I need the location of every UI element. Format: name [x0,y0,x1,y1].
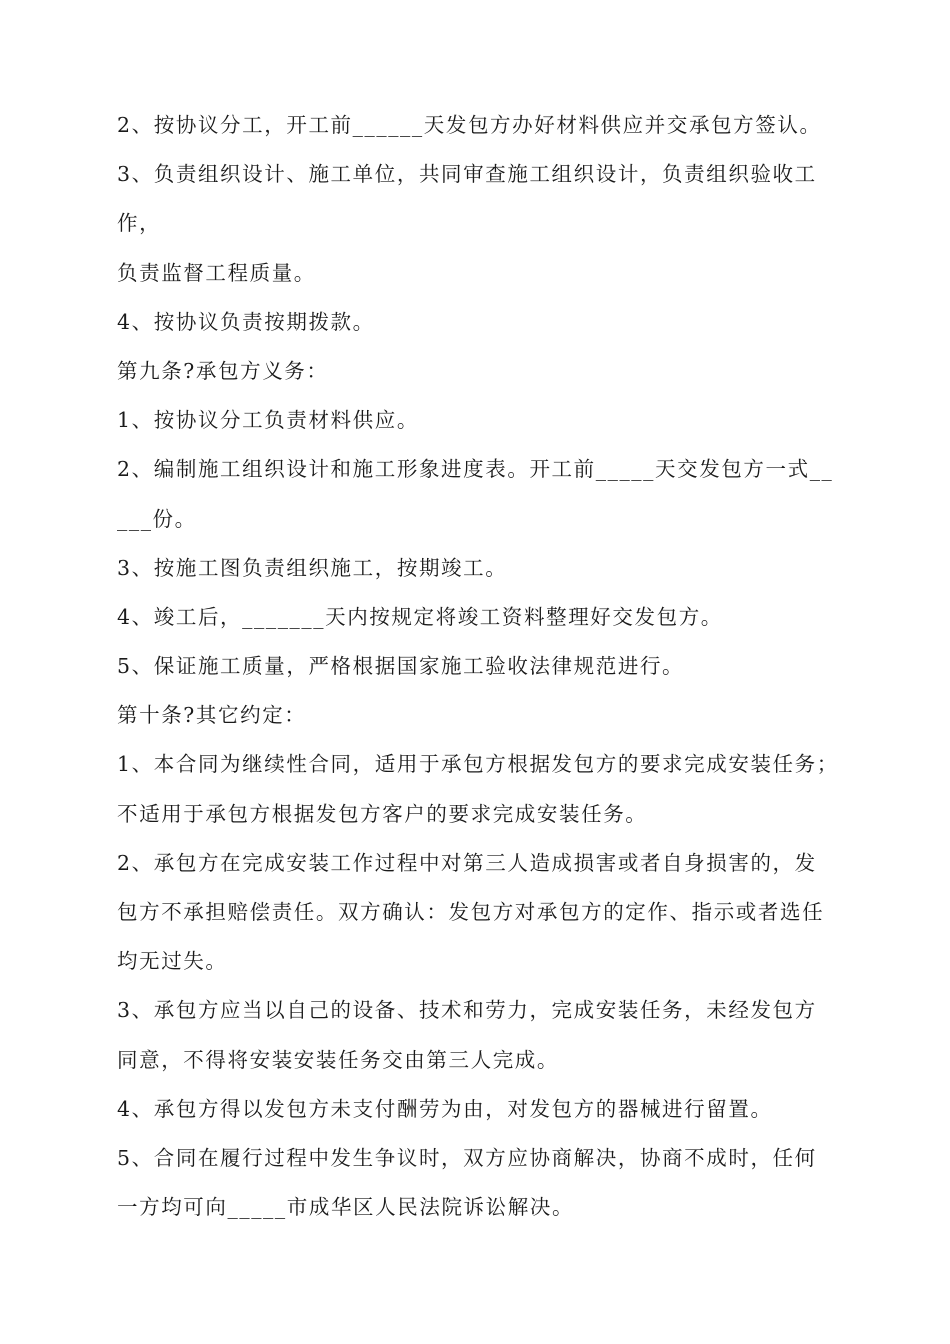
text-line: 4、承包方得以发包方未支付酬劳为由，对发包方的器械进行留置。 [117,1096,773,1121]
text-line: 3、承包方应当以自己的设备、技术和劳力，完成安装任务，未经发包方 [117,998,817,1023]
text-line: 2、按协议分工，开工前______天发包方办好材料供应并交承包方签认。 [117,113,822,137]
text-line: 均无过失。 [117,949,228,974]
text-line: 3、负责组织设计、施工单位，共同审查施工组织设计，负责组织验收工 [117,162,817,187]
text-line: 不适用于承包方根据发包方客户的要求完成安装任务。 [117,801,648,826]
section-heading: 第十条?其它约定： [117,703,307,728]
text-line: 2、承包方在完成安装工作过程中对第三人造成损害或者自身损害的，发 [117,850,817,875]
text-line: 包方不承担赔偿责任。双方确认：发包方对承包方的定作、指示或者选任 [117,900,825,924]
text-line: ___份。 [117,506,197,531]
text-line: 1、本合同为继续性合同，适用于承包方根据发包方的要求完成安装任务； [117,752,839,777]
text-line: 5、保证施工质量，严格根据国家施工验收法律规范进行。 [117,654,685,679]
text-line: 4、竣工后，_______天内按规定将竣工资料整理好交发包方。 [117,604,723,629]
text-line: 1、按协议分工负责材料供应。 [117,408,419,433]
text-line: 一方均可向_____市成华区人民法院诉讼解决。 [117,1195,575,1220]
text-line: 3、按施工图负责组织施工，按期竣工。 [117,555,508,580]
section-heading: 第九条?承包方义务： [117,358,329,383]
text-line: 2、编制施工组织设计和施工形象进度表。开工前_____天交发包方一式__ [117,457,834,482]
contract-text-body [117,101,852,1232]
text-line: 同意，不得将安装安装任务交由第三人完成。 [117,1047,559,1072]
text-line: 作， [117,211,162,236]
text-line: 5、合同在履行过程中发生争议时，双方应协商解决，协商不成时，任何 [117,1145,817,1170]
text-line: 负责监督工程质量。 [117,260,316,285]
text-line: 4、按协议负责按期拨款。 [117,309,375,334]
